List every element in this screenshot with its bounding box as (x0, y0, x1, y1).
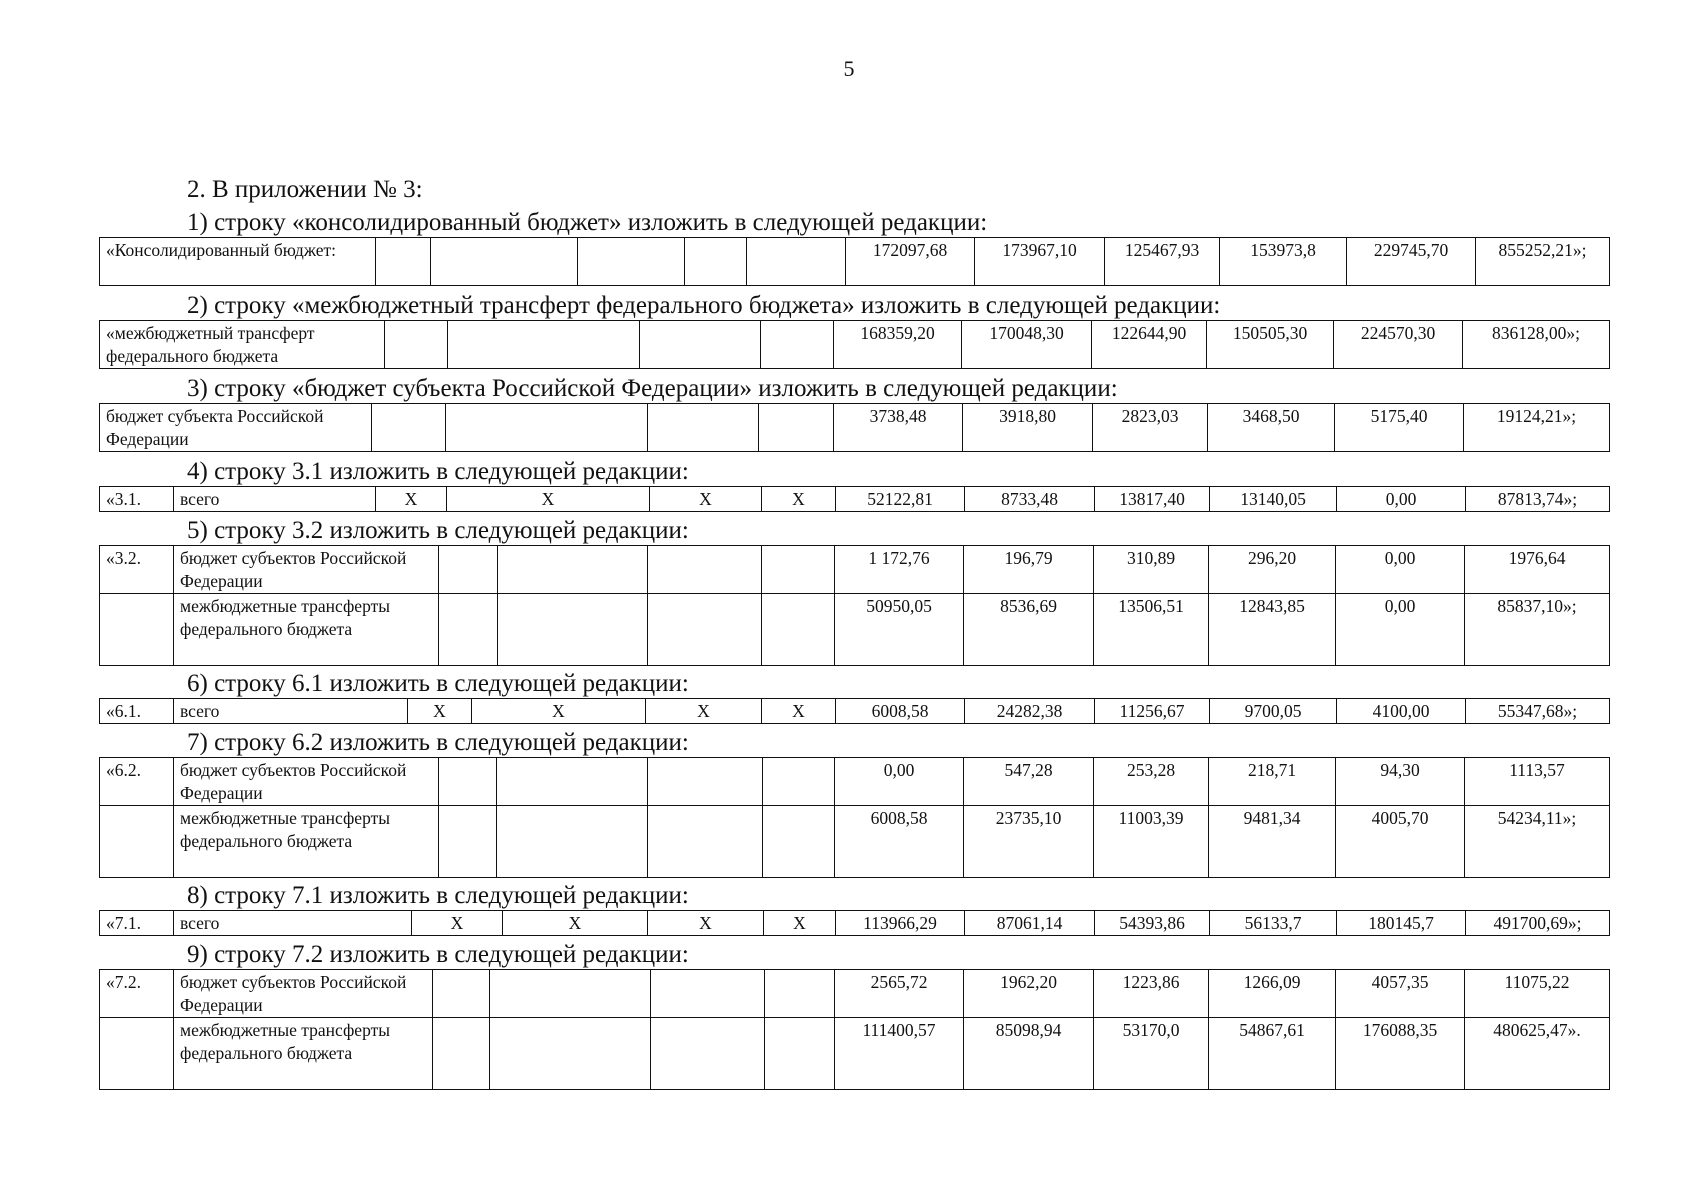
empty-cell (498, 546, 648, 594)
empty-cell (747, 238, 846, 286)
value-cell: 253,28 (1094, 758, 1209, 806)
x-mark-cell: Х (412, 911, 503, 936)
x-mark-cell: Х (646, 699, 762, 724)
row-label: межбюджетные трансферты федерального бюджета (174, 806, 439, 878)
block-1-table (99, 237, 1610, 286)
empty-cell (490, 970, 651, 1018)
value-cell: 168359,20 (834, 321, 962, 369)
empty-cell (648, 806, 763, 878)
row-number: «7.2. (100, 970, 174, 1018)
value-cell: 9481,34 (1209, 806, 1336, 878)
x-mark-cell: Х (376, 487, 447, 512)
value-cell: 480625,47». (1465, 1018, 1610, 1090)
empty-cell (385, 321, 448, 369)
value-cell: 85098,94 (964, 1018, 1094, 1090)
table-row (100, 806, 1610, 878)
row-number: «6.1. (100, 699, 174, 724)
block-9-table (99, 969, 1610, 1090)
value-cell: 11003,39 (1094, 806, 1209, 878)
value-cell: 85837,10»; (1465, 594, 1610, 666)
row-label: бюджет субъектов Российской Федерации (174, 758, 439, 806)
empty-cell (497, 806, 648, 878)
empty-cell (648, 546, 762, 594)
value-cell: 180145,7 (1337, 911, 1466, 936)
row-number: «6.2. (100, 758, 174, 806)
empty-cell (648, 594, 762, 666)
value-cell: 218,71 (1209, 758, 1336, 806)
block-3-table (99, 403, 1610, 452)
empty-cell (762, 546, 835, 594)
empty-cell (490, 1018, 651, 1090)
row-number: «3.1. (100, 487, 174, 512)
value-cell: 491700,69»; (1466, 911, 1610, 936)
value-cell: 19124,21»; (1464, 404, 1610, 452)
value-cell: 170048,30 (962, 321, 1092, 369)
value-cell: 53170,0 (1094, 1018, 1209, 1090)
value-cell: 55347,68»; (1466, 699, 1610, 724)
table-row (100, 594, 1610, 666)
empty-cell (765, 970, 835, 1018)
table-row (100, 970, 1610, 1018)
value-cell: 310,89 (1094, 546, 1209, 594)
empty-cell (640, 321, 761, 369)
block-2-heading: 2) строку «межбюджетный трансферт федерального бюджета» изложить в следующей редакции: (187, 292, 1221, 319)
x-mark-cell: Х (648, 911, 764, 936)
row-label: всего (174, 699, 408, 724)
row-label: «Консолидированный бюджет: (100, 238, 376, 286)
row-label: бюджет субъектов Российской Федерации (174, 970, 433, 1018)
value-cell: 13506,51 (1094, 594, 1209, 666)
block-1-heading: 1) строку «консолидированный бюджет» изложить в следующей редакции: (187, 209, 988, 236)
empty-cell (763, 758, 835, 806)
table-row (100, 321, 1610, 369)
value-cell: 0,00 (835, 758, 964, 806)
block-7-table (99, 757, 1610, 878)
row-label: бюджет субъектов Российской Федерации (174, 546, 439, 594)
value-cell: 4057,35 (1336, 970, 1465, 1018)
row-label: всего (174, 911, 412, 936)
page-number: 5 (843, 56, 855, 81)
value-cell: 54393,86 (1095, 911, 1210, 936)
value-cell: 54867,61 (1209, 1018, 1336, 1090)
empty-cell (648, 758, 763, 806)
table-row (100, 758, 1610, 806)
value-cell: 94,30 (1336, 758, 1465, 806)
table-row (100, 546, 1610, 594)
block-5-table (99, 545, 1610, 666)
table-row (100, 911, 1610, 936)
value-cell: 1 172,76 (835, 546, 964, 594)
value-cell: 196,79 (964, 546, 1094, 594)
x-mark-cell: Х (503, 911, 648, 936)
value-cell: 296,20 (1209, 546, 1336, 594)
block-4-table (99, 486, 1610, 512)
block-4-heading: 4) строку 3.1 изложить в следующей редакции: (187, 458, 689, 485)
value-cell: 173967,10 (975, 238, 1105, 286)
block-5-heading: 5) строку 3.2 изложить в следующей редакции: (187, 517, 689, 544)
value-cell: 54234,11»; (1465, 806, 1610, 878)
value-cell: 56133,7 (1210, 911, 1337, 936)
block-6-table (99, 698, 1610, 724)
empty-cell (439, 594, 498, 666)
empty-cell (431, 238, 578, 286)
empty-cell (762, 594, 835, 666)
value-cell: 52122,81 (836, 487, 965, 512)
value-cell: 11256,67 (1095, 699, 1210, 724)
value-cell: 125467,93 (1105, 238, 1220, 286)
empty-cell (446, 404, 648, 452)
table-row (100, 404, 1610, 452)
row-number (100, 806, 174, 878)
row-number (100, 594, 174, 666)
block-7-heading: 7) строку 6.2 изложить в следующей редакции: (187, 729, 689, 756)
empty-cell (498, 594, 648, 666)
table-row (100, 699, 1610, 724)
value-cell: 24282,38 (965, 699, 1095, 724)
value-cell: 6008,58 (836, 699, 965, 724)
value-cell: 0,00 (1337, 487, 1466, 512)
empty-cell (651, 1018, 765, 1090)
value-cell: 547,28 (964, 758, 1094, 806)
value-cell: 23735,10 (964, 806, 1094, 878)
value-cell: 153973,8 (1220, 238, 1347, 286)
value-cell: 5175,40 (1335, 404, 1464, 452)
value-cell: 2565,72 (835, 970, 964, 1018)
empty-cell (439, 806, 497, 878)
table-row (100, 238, 1610, 286)
block-8-table (99, 910, 1610, 936)
value-cell: 1113,57 (1465, 758, 1610, 806)
value-cell: 176088,35 (1336, 1018, 1465, 1090)
row-label: межбюджетные трансферты федерального бюджета (174, 1018, 433, 1090)
value-cell: 855252,21»; (1476, 238, 1610, 286)
empty-cell (439, 546, 498, 594)
x-mark-cell: Х (447, 487, 650, 512)
value-cell: 1266,09 (1209, 970, 1336, 1018)
value-cell: 8733,48 (965, 487, 1095, 512)
value-cell: 87061,14 (965, 911, 1095, 936)
row-number (100, 1018, 174, 1090)
value-cell: 12843,85 (1209, 594, 1336, 666)
value-cell: 2823,03 (1093, 404, 1208, 452)
empty-cell (759, 404, 834, 452)
value-cell: 3468,50 (1208, 404, 1335, 452)
value-cell: 229745,70 (1347, 238, 1476, 286)
x-mark-cell: Х (408, 699, 472, 724)
row-number: «7.1. (100, 911, 174, 936)
value-cell: 111400,57 (835, 1018, 964, 1090)
value-cell: 1976,64 (1465, 546, 1610, 594)
x-mark-cell: Х (472, 699, 646, 724)
value-cell: 3738,48 (834, 404, 963, 452)
value-cell: 224570,30 (1334, 321, 1463, 369)
empty-cell (439, 758, 497, 806)
empty-cell (433, 970, 490, 1018)
table-row (100, 487, 1610, 512)
x-mark-cell: Х (762, 487, 836, 512)
value-cell: 8536,69 (964, 594, 1094, 666)
empty-cell (761, 321, 834, 369)
value-cell: 1962,20 (964, 970, 1094, 1018)
value-cell: 6008,58 (835, 806, 964, 878)
value-cell: 13140,05 (1210, 487, 1337, 512)
block-9-heading: 9) строку 7.2 изложить в следующей редакции: (187, 941, 689, 968)
value-cell: 4100,00 (1337, 699, 1466, 724)
value-cell: 836128,00»; (1463, 321, 1610, 369)
empty-cell (376, 238, 431, 286)
value-cell: 113966,29 (836, 911, 965, 936)
value-cell: 172097,68 (846, 238, 975, 286)
row-number: «3.2. (100, 546, 174, 594)
value-cell: 122644,90 (1092, 321, 1207, 369)
row-label: бюджет субъекта Российской Федерации (100, 404, 372, 452)
row-label: всего (174, 487, 376, 512)
empty-cell (433, 1018, 490, 1090)
empty-cell (765, 1018, 835, 1090)
empty-cell (578, 238, 685, 286)
table-row (100, 1018, 1610, 1090)
empty-cell (685, 238, 747, 286)
block-3-heading: 3) строку «бюджет субъекта Российской Федерации» изложить в следующей редакции: (187, 375, 1118, 402)
empty-cell (763, 806, 835, 878)
value-cell: 1223,86 (1094, 970, 1209, 1018)
row-label: межбюджетные трансферты федерального бюджета (174, 594, 439, 666)
value-cell: 150505,30 (1207, 321, 1334, 369)
section-intro: 2. В приложении № 3: (187, 176, 423, 203)
empty-cell (448, 321, 640, 369)
empty-cell (648, 404, 759, 452)
value-cell: 0,00 (1336, 594, 1465, 666)
block-6-heading: 6) строку 6.1 изложить в следующей редакции: (187, 670, 689, 697)
row-label: «межбюджетный трансферт федерального бюджета (100, 321, 385, 369)
block-8-heading: 8) строку 7.1 изложить в следующей редакции: (187, 882, 689, 909)
value-cell: 0,00 (1336, 546, 1465, 594)
empty-cell (497, 758, 648, 806)
value-cell: 3918,80 (963, 404, 1093, 452)
value-cell: 11075,22 (1465, 970, 1610, 1018)
value-cell: 13817,40 (1095, 487, 1210, 512)
x-mark-cell: Х (650, 487, 762, 512)
x-mark-cell: Х (764, 911, 836, 936)
empty-cell (651, 970, 765, 1018)
empty-cell (372, 404, 446, 452)
value-cell: 4005,70 (1336, 806, 1465, 878)
value-cell: 87813,74»; (1466, 487, 1610, 512)
value-cell: 9700,05 (1210, 699, 1337, 724)
block-2-table (99, 320, 1610, 369)
value-cell: 50950,05 (835, 594, 964, 666)
x-mark-cell: Х (762, 699, 836, 724)
